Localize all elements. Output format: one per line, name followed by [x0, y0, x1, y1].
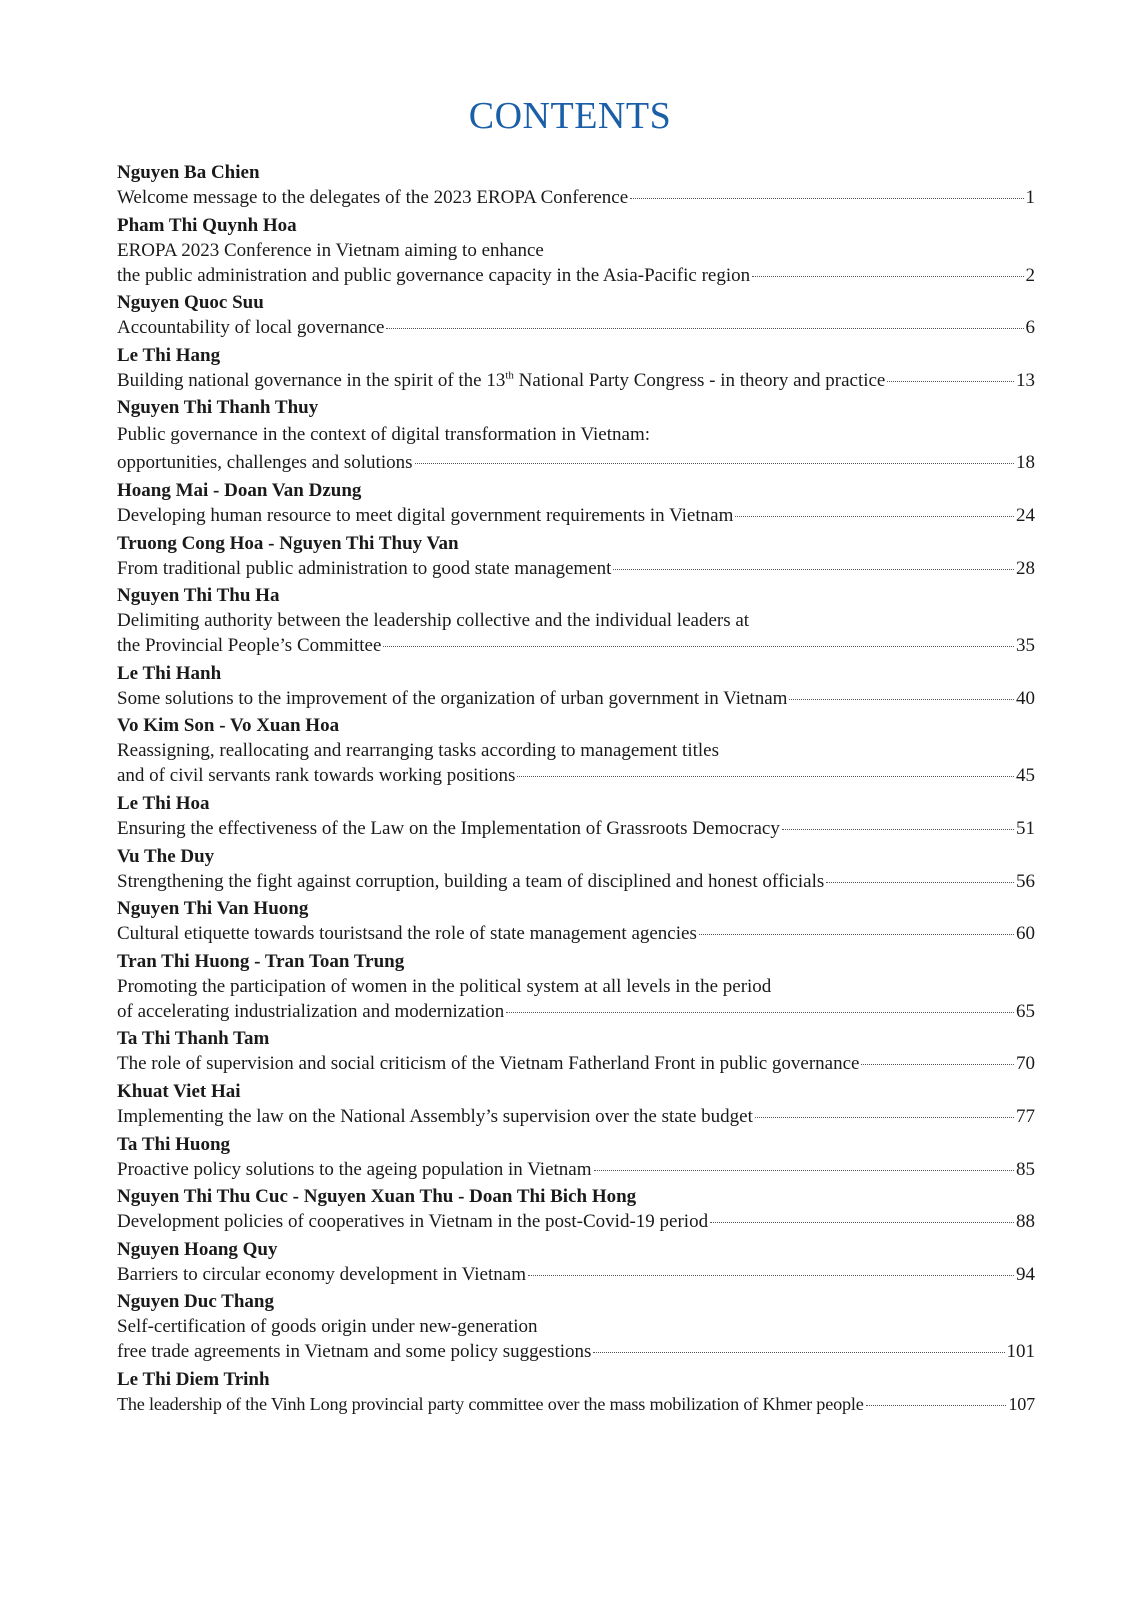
entry-title: Proactive policy solutions to the ageing population in Vietnam — [117, 1158, 592, 1180]
entry-title: Implementing the law on the National Assembly’s supervision over the state budget — [117, 1105, 753, 1127]
dot-leader — [887, 380, 1014, 382]
toc-entry — [117, 791, 1035, 841]
toc-entry — [117, 1184, 1035, 1234]
entry-title: Accountability of local governance — [117, 317, 385, 339]
entry-page-number: 94 — [1016, 1263, 1035, 1285]
dot-leader — [415, 462, 1014, 464]
entry-title-line — [117, 1104, 1035, 1129]
entry-author: Nguyen Thi Thu Ha — [117, 585, 280, 607]
entry-author: Vu The Duy — [117, 845, 215, 867]
entry-title: Strengthening the fight against corruption, building a team of disciplined and honest officials — [117, 870, 825, 892]
entry-author: Nguyen Hoang Quy — [117, 1238, 278, 1260]
dot-leader — [593, 1351, 1004, 1353]
entry-page-number: 1 — [1025, 187, 1035, 208]
dot-leader — [782, 828, 1014, 830]
entry-author: Hoang Mai - Doan Van Dzung — [117, 479, 362, 501]
toc-entry — [117, 949, 1035, 1024]
entry-author: Pham Thi Quynh Hoa — [117, 214, 297, 236]
entry-author: Nguyen Quoc Suu — [117, 292, 264, 314]
entry-page-number: 85 — [1016, 1158, 1035, 1180]
entry-title-line — [117, 368, 1035, 393]
entry-page-number: 107 — [1008, 1393, 1035, 1414]
entry-title: From traditional public administration to good state management — [117, 557, 612, 579]
entry-title: Welcome message to the delegates of the 2023 EROPA Conference — [117, 187, 629, 208]
dot-leader — [789, 698, 1014, 700]
toc-entry — [117, 343, 1035, 393]
dot-leader — [517, 775, 1014, 777]
entry-author: Nguyen Ba Chien — [117, 162, 260, 183]
entry-title-line — [117, 763, 1035, 788]
entry-title: of accelerating industrialization and modernization — [117, 1000, 505, 1022]
entry-page-number: 88 — [1016, 1211, 1035, 1233]
toc-entry — [117, 160, 1035, 210]
entry-title-line — [117, 185, 1035, 210]
entry-title: Development policies of cooperatives in Vietnam in the post-Covid-19 period — [117, 1211, 709, 1233]
dot-leader — [735, 515, 1014, 517]
toc-entry — [117, 713, 1035, 788]
entry-author: Nguyen Thi Thu Cuc - Nguyen Xuan Thu - Doan Thi Bich Hong — [117, 1186, 637, 1208]
dot-leader — [630, 197, 1023, 199]
toc-entry — [117, 1237, 1035, 1287]
dot-leader — [506, 1011, 1014, 1013]
entry-page-number: 13 — [1016, 369, 1035, 391]
entry-author: Nguyen Thi Van Huong — [117, 898, 309, 920]
entry-title: Ensuring the effectiveness of the Law on the Implementation of Grassroots Democracy — [117, 817, 780, 839]
entry-page-number: 35 — [1016, 635, 1035, 657]
entry-author: Tran Thi Huong - Tran Toan Trung — [117, 950, 405, 972]
entry-title: The role of supervision and social criticism of the Vietnam Fatherland Front in public governance — [117, 1053, 860, 1075]
entry-page-number: 77 — [1016, 1105, 1035, 1127]
dot-leader — [613, 568, 1014, 570]
entry-author: Khuat Viet Hai — [117, 1080, 241, 1102]
entry-title-line — [117, 315, 1035, 340]
dot-leader — [866, 1404, 1007, 1406]
entry-page-number: 24 — [1016, 504, 1035, 526]
entry-title-line — [117, 556, 1035, 581]
dot-leader — [755, 1116, 1014, 1118]
dot-leader — [528, 1274, 1014, 1276]
toc-entry — [117, 896, 1035, 946]
toc-entry — [117, 213, 1035, 288]
entry-title-line — [117, 633, 1035, 658]
toc-entry — [117, 531, 1035, 581]
entry-page-number: 40 — [1016, 687, 1035, 709]
entry-title-continued: EROPA 2023 Conference in Vietnam aiming to enhance — [117, 239, 544, 261]
entry-author: Nguyen Thi Thanh Thuy — [117, 397, 319, 419]
entry-title-line — [117, 503, 1035, 528]
entry-page-number: 51 — [1016, 817, 1035, 839]
toc-entry — [117, 290, 1035, 340]
toc-entry — [117, 1367, 1035, 1417]
entry-title: Developing human resource to meet digital government requirements in Vietnam — [117, 504, 734, 526]
entry-page-number: 56 — [1016, 870, 1035, 892]
entry-title-line — [117, 1051, 1035, 1076]
entry-author: Ta Thi Thanh Tam — [117, 1028, 270, 1050]
entry-title: Cultural etiquette towards touristsand the role of state management agencies — [117, 923, 697, 945]
entry-page-number: 28 — [1016, 557, 1035, 579]
entry-author: Le Thi Hang — [117, 344, 221, 366]
entry-author: Le Thi Hoa — [117, 792, 210, 814]
table-of-contents — [117, 160, 1035, 1419]
toc-entry — [117, 1026, 1035, 1076]
entry-title-line — [117, 450, 1035, 475]
entry-title-line — [117, 816, 1035, 841]
entry-author: Le Thi Hanh — [117, 662, 222, 684]
entry-title: the Provincial People’s Committee — [117, 635, 382, 657]
entry-title-line — [117, 1157, 1035, 1182]
entry-title — [117, 368, 885, 393]
entry-title: The leadership of the Vinh Long provincial party committee over the mass mobilization of Khmer people — [117, 1393, 864, 1414]
toc-entry — [117, 395, 1035, 475]
entry-title-line — [117, 1209, 1035, 1234]
entry-title-continued: Self-certification of goods origin under new-generation — [117, 1316, 538, 1338]
entry-page-number: 2 — [1025, 264, 1035, 286]
entry-title-continued: Delimiting authority between the leadership collective and the individual leaders at — [117, 610, 750, 632]
entry-author: Ta Thi Huong — [117, 1133, 231, 1155]
entry-page-number: 65 — [1016, 1000, 1035, 1022]
entry-title-line — [117, 1392, 1035, 1417]
entry-page-number: 18 — [1016, 452, 1035, 474]
entry-author: Le Thi Diem Trinh — [117, 1368, 270, 1390]
dot-leader — [383, 645, 1014, 647]
entry-page-number: 101 — [1006, 1341, 1035, 1363]
entry-title-line — [117, 869, 1035, 894]
dot-leader — [386, 327, 1023, 329]
entry-title-part: National Party Congress - in theory and practice — [513, 369, 886, 391]
entry-title-continued: Reassigning, reallocating and rearranging tasks according to management titles — [117, 740, 719, 762]
entry-title-line — [117, 686, 1035, 711]
entry-title: free trade agreements in Vietnam and some policy suggestions — [117, 1341, 592, 1363]
entry-title: Some solutions to the improvement of the organization of urban government in Vietnam — [117, 687, 788, 709]
toc-entry — [117, 844, 1035, 894]
entry-title: and of civil servants rank towards working positions — [117, 765, 516, 787]
entry-page-number: 6 — [1025, 317, 1035, 339]
entry-author: Truong Cong Hoa - Nguyen Thi Thuy Van — [117, 532, 459, 554]
entry-title-part: Building national governance in the spirit of the 13 — [117, 369, 506, 391]
entry-page-number: 60 — [1016, 923, 1035, 945]
toc-entry — [117, 1132, 1035, 1182]
dot-leader — [752, 275, 1023, 277]
dot-leader — [594, 1169, 1015, 1171]
entry-author: Nguyen Duc Thang — [117, 1291, 274, 1313]
entry-page-number: 70 — [1016, 1053, 1035, 1075]
entry-title-continued: Promoting the participation of women in the political system at all levels in the period — [117, 975, 772, 997]
toc-entry — [117, 1289, 1035, 1364]
dot-leader — [826, 881, 1014, 883]
toc-entry — [117, 661, 1035, 711]
toc-entry — [117, 583, 1035, 658]
page-title: CONTENTS — [468, 95, 672, 137]
entry-title-line — [117, 1339, 1035, 1364]
ordinal-suffix: th — [505, 369, 514, 382]
entry-title-line — [117, 1262, 1035, 1287]
entry-page-number: 45 — [1016, 765, 1035, 787]
dot-leader — [699, 933, 1014, 935]
toc-entry — [117, 1079, 1035, 1129]
entry-title-line — [117, 999, 1035, 1024]
entry-title-continued: Public governance in the context of digital transformation in Vietnam: — [117, 424, 651, 446]
entry-title: opportunities, challenges and solutions — [117, 452, 413, 474]
dot-leader — [710, 1221, 1014, 1223]
entry-title: Barriers to circular economy development in Vietnam — [117, 1263, 526, 1285]
dot-leader — [861, 1063, 1014, 1065]
toc-entry — [117, 478, 1035, 528]
entry-title-line — [117, 263, 1035, 288]
entry-author: Vo Kim Son - Vo Xuan Hoa — [117, 715, 340, 737]
entry-title: the public administration and public governance capacity in the Asia-Pacific region — [117, 264, 751, 286]
entry-title-line — [117, 921, 1035, 946]
